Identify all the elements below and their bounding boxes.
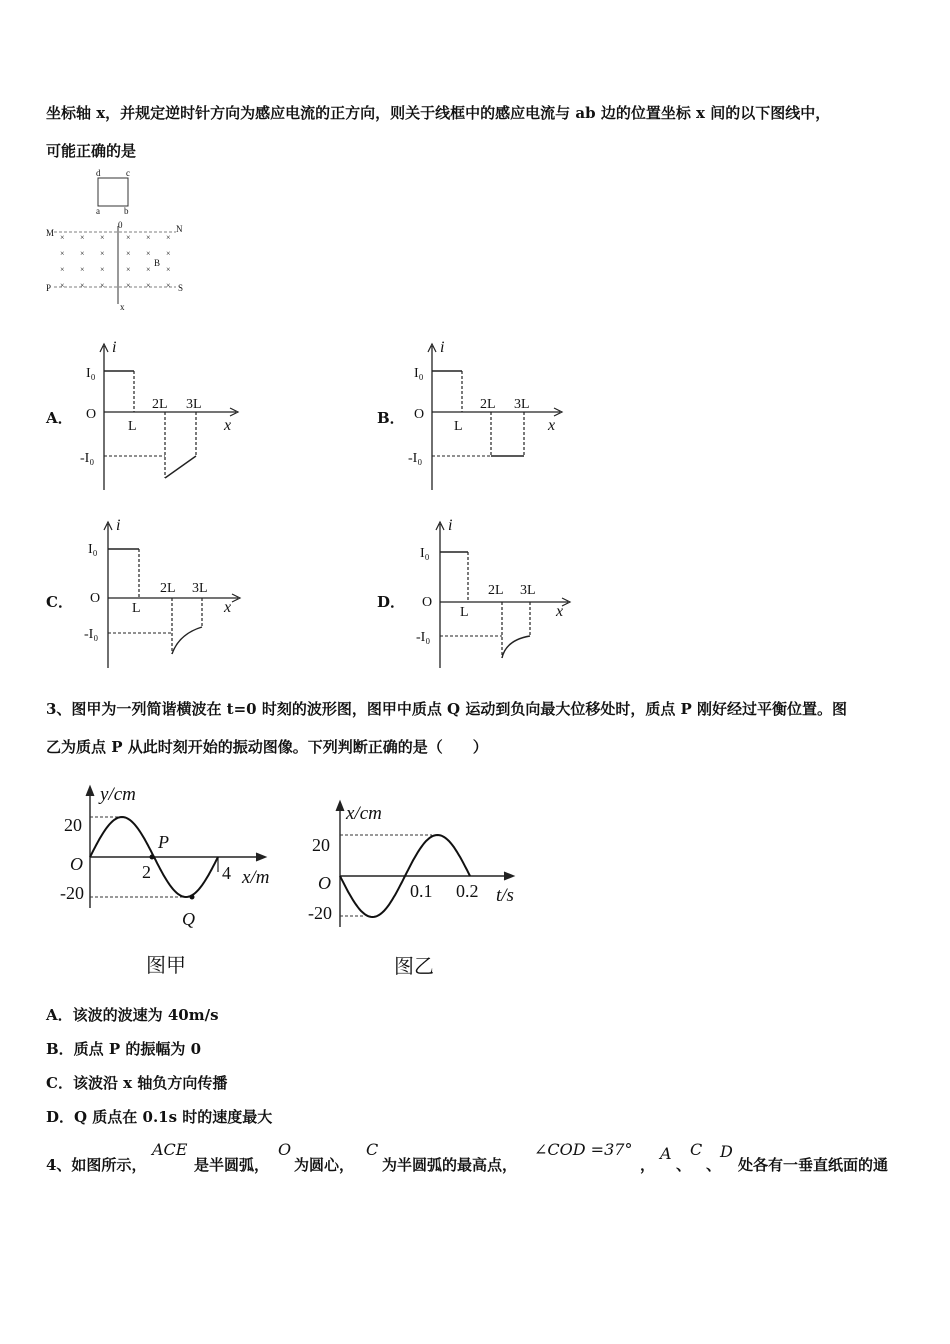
q4-sep2: 、	[706, 1156, 722, 1174]
svg-text:×: ×	[126, 233, 131, 242]
q4-t2: 为圆心，	[294, 1156, 355, 1174]
svg-text:-I₀: -I₀	[80, 451, 95, 466]
svg-text:3L: 3L	[520, 583, 536, 598]
svg-text:×: ×	[100, 233, 105, 242]
svg-text:×: ×	[146, 233, 151, 242]
svg-text:x: x	[224, 599, 232, 616]
svg-text:3L: 3L	[192, 581, 208, 596]
svg-text:O: O	[70, 854, 83, 874]
svg-text:×: ×	[80, 265, 85, 274]
svg-text:-I₀: -I₀	[408, 451, 423, 466]
svg-text:x/m: x/m	[242, 867, 270, 888]
svg-text:×: ×	[166, 281, 171, 290]
svg-text:×: ×	[126, 265, 131, 274]
graph-option-c	[76, 516, 256, 676]
svg-text:B: B	[154, 258, 161, 268]
q4-sep1: 、	[676, 1156, 692, 1174]
svg-text:i: i	[448, 517, 453, 534]
svg-text:×: ×	[100, 265, 105, 274]
svg-text:b: b	[124, 206, 129, 216]
svg-text:×: ×	[166, 233, 171, 242]
svg-text:-20: -20	[60, 883, 84, 903]
q2-option-a-label[interactable]: A．	[46, 409, 73, 427]
graph-option-a	[72, 338, 252, 498]
point-P	[150, 855, 155, 860]
svg-text:x: x	[120, 302, 125, 312]
q2-option-c-label[interactable]: C．	[46, 593, 73, 611]
svg-text:y/cm: y/cm	[100, 784, 136, 805]
svg-text:x: x	[556, 603, 564, 620]
svg-text:×: ×	[166, 265, 171, 274]
svg-text:-20: -20	[308, 903, 332, 923]
q4-t4: ，	[640, 1156, 656, 1174]
svg-text:-I₀: -I₀	[84, 627, 99, 642]
q4-t3: 为半圆弧的最高点，	[382, 1156, 518, 1174]
svg-text:x: x	[548, 417, 556, 434]
q3-option-c[interactable]: C．该波沿 x 轴负方向传播	[46, 1074, 228, 1092]
svg-text:×: ×	[100, 249, 105, 258]
svg-text:x/cm: x/cm	[346, 803, 382, 824]
svg-text:20: 20	[312, 835, 330, 855]
svg-text:×: ×	[60, 265, 65, 274]
svg-text:×: ×	[146, 281, 151, 290]
svg-text:×: ×	[60, 249, 65, 258]
svg-text:0.1: 0.1	[410, 881, 433, 901]
q2-text-line-1: 坐标轴 x，并规定逆时针方向为感应电流的正方向，则关于线框中的感应电流与 ab 边的位置坐标 x 间的以下图线中，	[46, 104, 831, 122]
q4-t1: 是半圆弧，	[194, 1156, 270, 1174]
svg-text:×: ×	[100, 281, 105, 290]
svg-text:Q: Q	[182, 909, 195, 929]
svg-text:S: S	[178, 283, 184, 293]
svg-text:2L: 2L	[152, 397, 168, 412]
q4-prefix: 4、如图所示，	[46, 1156, 147, 1174]
svg-text:I₀: I₀	[420, 546, 430, 561]
svg-text:0.2: 0.2	[456, 881, 479, 901]
q4-O: O	[278, 1140, 292, 1159]
svg-text:-I₀: -I₀	[416, 630, 431, 645]
svg-text:O: O	[90, 591, 101, 606]
svg-text:×: ×	[146, 265, 151, 274]
svg-text:×: ×	[126, 249, 131, 258]
q2-option-b-label[interactable]: B．	[377, 409, 405, 427]
svg-text:×: ×	[126, 281, 131, 290]
svg-text:×: ×	[60, 281, 65, 290]
q3-option-a[interactable]: A．该波的波速为 40m/s	[46, 1006, 219, 1024]
svg-text:d: d	[96, 168, 101, 178]
svg-text:0: 0	[118, 220, 123, 230]
svg-text:P: P	[158, 832, 169, 852]
svg-text:I₀: I₀	[414, 366, 424, 381]
svg-text:3L: 3L	[186, 397, 202, 412]
svg-text:O: O	[414, 407, 425, 422]
svg-text:I₀: I₀	[86, 366, 96, 381]
svg-text:M: M	[46, 228, 55, 238]
svg-text:x: x	[224, 417, 232, 434]
q3-text-line-2: 乙为质点 P 从此时刻开始的振动图像。下列判断正确的是（ ）	[46, 738, 488, 756]
svg-text:O: O	[86, 407, 97, 422]
svg-text:P: P	[46, 283, 52, 293]
graph-option-d	[408, 516, 588, 676]
q4-C: C	[366, 1140, 379, 1159]
q4-angle: ∠COD =37°	[534, 1140, 633, 1159]
svg-text:3L: 3L	[514, 397, 530, 412]
svg-text:×: ×	[146, 249, 151, 258]
svg-text:N: N	[176, 224, 183, 234]
q3-option-b[interactable]: B．质点 P 的振幅为 0	[46, 1040, 202, 1058]
svg-text:4: 4	[222, 863, 231, 883]
svg-text:×: ×	[166, 249, 171, 258]
svg-text:t/s: t/s	[496, 885, 514, 906]
svg-text:L: L	[128, 419, 137, 434]
q2-text-line-2: 可能正确的是	[46, 142, 137, 160]
svg-text:2: 2	[142, 862, 151, 882]
svg-text:a: a	[96, 206, 100, 216]
point-Q	[190, 895, 195, 900]
q2-field-figure	[42, 168, 192, 313]
svg-text:2L: 2L	[488, 583, 504, 598]
svg-text:I₀: I₀	[88, 542, 98, 557]
vibration-figure-yi	[306, 797, 546, 997]
q4-A: A	[660, 1144, 672, 1163]
svg-text:L: L	[454, 419, 463, 434]
svg-text:O: O	[318, 873, 331, 893]
svg-text:×: ×	[80, 249, 85, 258]
svg-text:2L: 2L	[480, 397, 496, 412]
q2-option-d-label[interactable]: D．	[377, 593, 406, 611]
q4-D: D	[720, 1142, 733, 1161]
wire-frame	[98, 178, 128, 206]
svg-text:i: i	[440, 339, 445, 356]
svg-text:i: i	[112, 339, 117, 356]
svg-text:c: c	[126, 168, 130, 178]
svg-text:i: i	[116, 517, 121, 534]
svg-text:L: L	[460, 605, 469, 620]
q4-text-line	[46, 1140, 926, 1180]
svg-text:L: L	[132, 601, 141, 616]
q3-option-d[interactable]: D．Q 质点在 0.1s 时的速度最大	[46, 1108, 273, 1126]
svg-text:图甲: 图甲	[146, 955, 186, 977]
q4-C2: C	[690, 1140, 703, 1159]
q3-text-line-1: 3、图甲为一列简谐横波在 t=0 时刻的波形图，图甲中质点 Q 运动到负向最大位移处时，质点 P 刚好经过平衡位置。图	[46, 700, 848, 718]
svg-text:×: ×	[80, 233, 85, 242]
svg-text:×: ×	[60, 233, 65, 242]
q4-t5: 处各有一垂直纸面的通	[738, 1156, 889, 1174]
wave-figure-jia	[50, 780, 300, 980]
svg-text:2L: 2L	[160, 581, 176, 596]
graph-option-b	[400, 338, 580, 498]
svg-text:图乙: 图乙	[394, 956, 434, 978]
q4-arc-ACE: ACE	[152, 1140, 188, 1159]
svg-text:20: 20	[64, 815, 82, 835]
svg-text:×: ×	[80, 281, 85, 290]
svg-text:O: O	[422, 595, 433, 610]
